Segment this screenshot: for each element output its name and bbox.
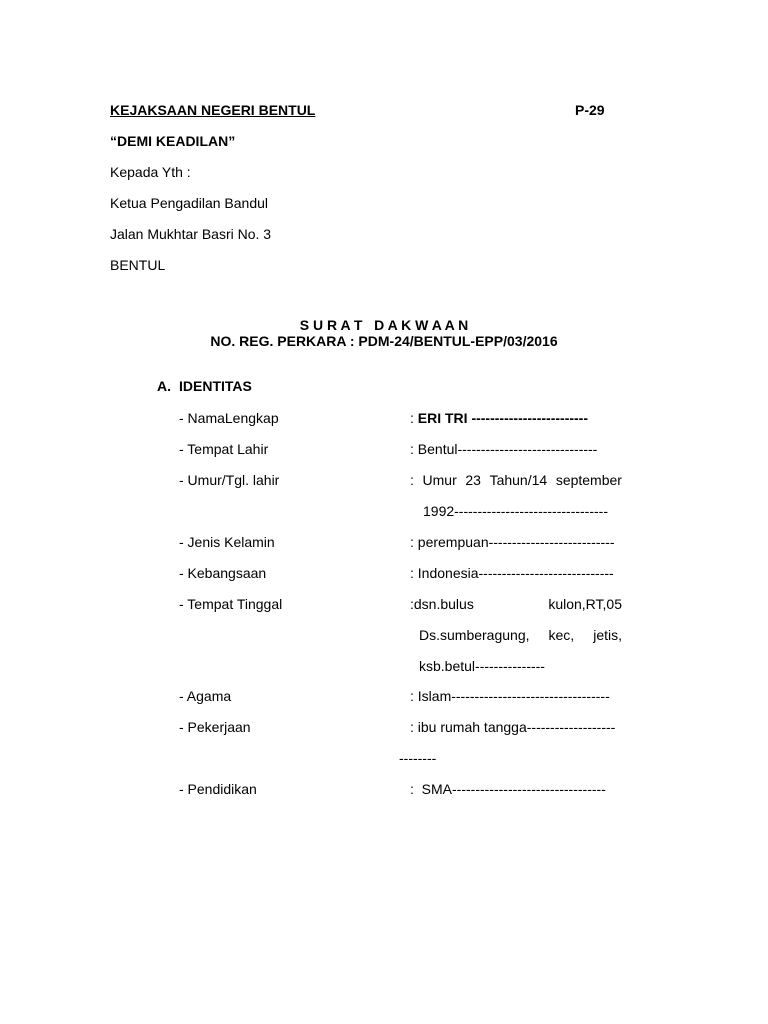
nama-label: - NamaLengkap: [179, 410, 279, 426]
tempat-tinggal-word: Ds.sumberagung,: [419, 627, 530, 643]
tempat-lahir-value: : Bentul------------------------------: [410, 441, 598, 457]
jenis-kelamin-label: - Jenis Kelamin: [179, 534, 275, 550]
tempat-lahir-label: - Tempat Lahir: [179, 441, 269, 457]
umur-word: Umur: [422, 472, 457, 488]
motto: “DEMI KEADILAN”: [110, 133, 236, 149]
tempat-tinggal-label: - Tempat Tinggal: [179, 596, 283, 612]
pekerjaan-label: - Pekerjaan: [179, 719, 251, 735]
pekerjaan-value: : ibu rumah tangga-------------------: [410, 719, 616, 735]
nama-value: ERI TRI -------------------------: [417, 410, 589, 426]
recipient-name: Ketua Pengadilan Bandul: [110, 195, 269, 211]
document-title: S U R A T D A K W A A N: [299, 317, 469, 333]
office-name: KEJAKSAAN NEGERI BENTUL: [110, 102, 316, 118]
umur-word: september: [555, 472, 622, 488]
umur-word: :: [410, 472, 414, 488]
pendidikan-value: : SMA---------------------------------: [410, 781, 606, 797]
recipient-city: BENTUL: [110, 257, 166, 273]
tempat-tinggal-line3: ksb.betul---------------: [419, 658, 545, 674]
agama-label: - Agama: [179, 688, 232, 704]
tempat-tinggal-word: kulon,RT,05: [548, 596, 622, 612]
pendidikan-label: - Pendidikan: [179, 781, 257, 797]
tempat-tinggal-word: jetis,: [593, 627, 622, 643]
tempat-tinggal-line2: [419, 627, 622, 643]
tempat-tinggal-word: kec,: [548, 627, 575, 643]
tempat-tinggal-line1: [410, 596, 622, 612]
umur-word: Tahun/14: [489, 472, 548, 488]
kebangsaan-label: - Kebangsaan: [179, 565, 267, 581]
section-marker: A.: [157, 378, 171, 394]
umur-label: - Umur/Tgl. lahir: [179, 472, 280, 488]
kebangsaan-value: : Indonesia-----------------------------: [410, 565, 614, 581]
agama-value: : Islam----------------------------------: [410, 688, 610, 704]
jenis-kelamin-value: : perempuan---------------------------: [410, 534, 615, 550]
recipient-street: Jalan Mukhtar Basri No. 3: [110, 226, 272, 242]
tempat-tinggal-word: :dsn.bulus: [410, 596, 474, 612]
pekerjaan-value-wrap: --------: [399, 750, 437, 766]
umur-value-line2: 1992---------------------------------: [423, 503, 608, 519]
nama-colon: :: [410, 410, 418, 426]
nama-value-row: [410, 410, 588, 426]
section-title: IDENTITAS: [179, 378, 252, 394]
umur-value: [410, 472, 622, 488]
case-reg-number: NO. REG. PERKARA : PDM-24/BENTUL-EPP/03/2016: [210, 333, 558, 349]
umur-word: 23: [465, 472, 481, 488]
recipient-greeting: Kepada Yth :: [110, 164, 191, 180]
form-code: P-29: [575, 102, 605, 118]
